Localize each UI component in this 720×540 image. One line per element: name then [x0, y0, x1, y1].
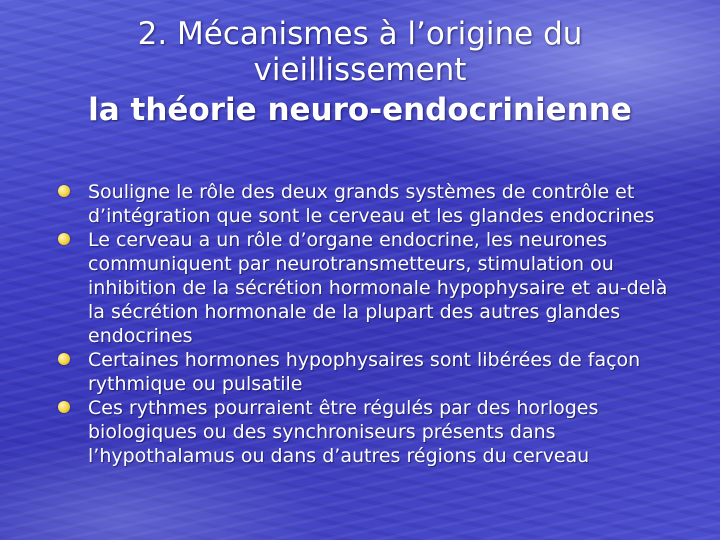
bullet-item: [52, 348, 672, 396]
bullet-item: [52, 228, 672, 348]
bullet-text: Souligne le rôle des deux grands systèmes de contrôle et d’intégration que sont le cerveau et les glandes endocrines: [88, 181, 655, 227]
title-line-1: 2. Mécanismes à l’origine du: [137, 16, 583, 52]
bullet-dot-icon: [58, 233, 70, 245]
bullet-dot-icon: [58, 353, 70, 365]
title-subtitle: la théorie neuro-endocrinienne: [88, 92, 632, 128]
bullet-list: [52, 180, 672, 468]
bullet-text: Certaines hormones hypophysaires sont libérées de façon rythmique ou pulsatile: [88, 349, 641, 395]
bullet-text: Ces rythmes pourraient être régulés par des horloges biologiques ou des synchroniseurs présents dans l’hypothalamus ou dans d’autres régions du cerveau: [88, 397, 599, 467]
bullet-item: [52, 180, 672, 228]
bullet-text: Le cerveau a un rôle d’organe endocrine, les neurones communiquent par neurotransmetteurs, stimulation ou inhibition de la sécrétion hormonale hypophysaire et au-delà la sécrétion hormonale de la plupart des autres glandes endocrines: [88, 229, 668, 347]
title-line-2: vieillissement: [253, 52, 467, 88]
bullet-dot-icon: [58, 401, 70, 413]
bullet-item: [52, 396, 672, 468]
slide-title: [40, 16, 680, 130]
bullet-dot-icon: [58, 185, 70, 197]
